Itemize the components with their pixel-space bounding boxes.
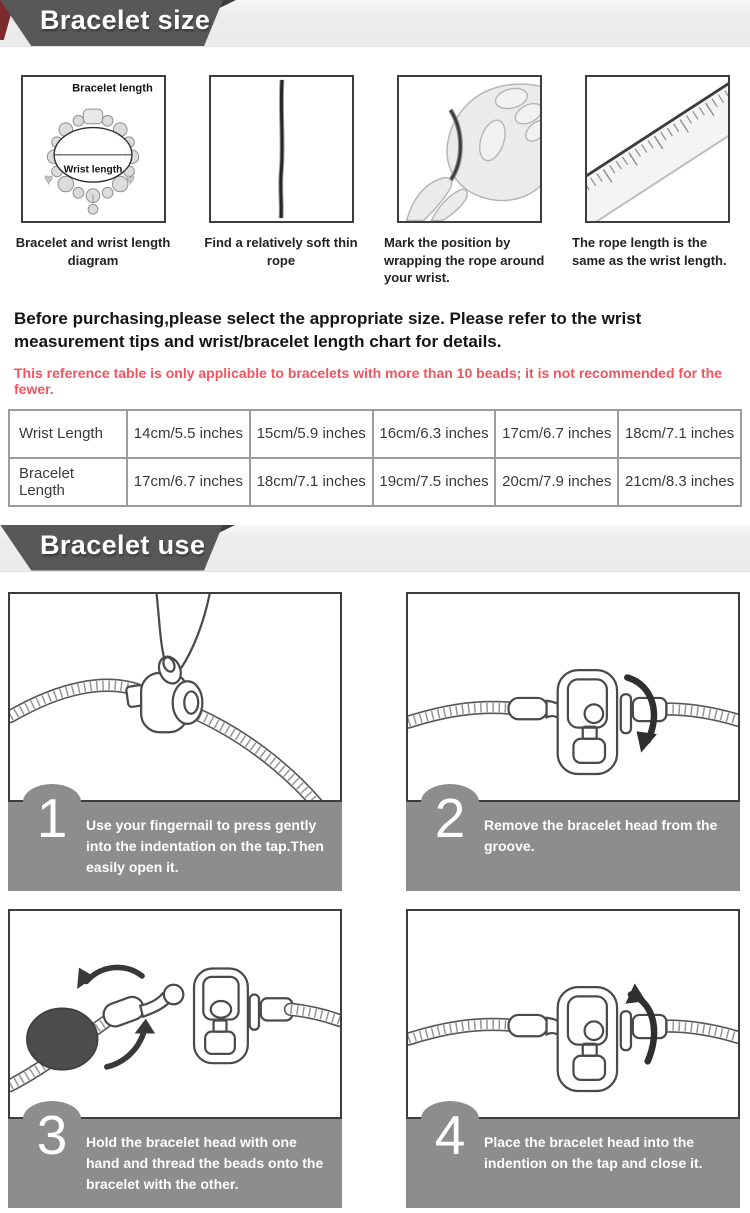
measure-step-wrap (382, 75, 556, 287)
use-step-2 (406, 592, 740, 891)
table-cell: 18cm/7.1 inches (618, 410, 741, 458)
reference-warning: This reference table is only applicable to bracelets with more than 10 beads; it is not recommended for the fewer. (14, 364, 722, 397)
bracelet-diagram-image (21, 75, 166, 223)
table-cell: 14cm/5.5 inches (127, 410, 250, 458)
use-step-2-caption (406, 786, 740, 891)
step-text: Hold the bracelet head with one hand and thread the beads onto the bracelet with the other. (86, 1133, 324, 1192)
use-step-3 (8, 909, 342, 1208)
use-step-4-image (406, 909, 740, 1119)
use-instructions-grid (0, 592, 750, 1208)
thread-beads-illustration (10, 911, 340, 1117)
wrist-measure-illustration (399, 77, 540, 221)
close-clasp-illustration (408, 911, 738, 1117)
step-text: Remove the bracelet head from the groove. (484, 816, 718, 854)
table-cell: 16cm/6.3 inches (373, 410, 496, 458)
table-row-bracelet (9, 458, 741, 506)
rope-image (209, 75, 354, 223)
row-header: Wrist Length (9, 410, 127, 458)
step-number: 4 (434, 1103, 466, 1166)
measure-step-rope (194, 75, 368, 287)
wrist-wrap-image (397, 75, 542, 223)
step-number: 2 (434, 786, 466, 849)
bracelet-diagram-illustration (23, 77, 164, 221)
table-cell: 21cm/8.3 inches (618, 458, 741, 506)
table-cell: 20cm/7.9 inches (495, 458, 618, 506)
svg-text:♥: ♥ (43, 172, 53, 189)
ruler-illustration (587, 77, 728, 221)
use-step-1 (8, 592, 342, 891)
use-step-3-caption (8, 1103, 342, 1208)
purchase-note: Before purchasing,please select the appropriate size. Please refer to the wrist measurement tips and wrist/bracelet length chart for details. (14, 308, 642, 352)
table-cell: 17cm/6.7 inches (495, 410, 618, 458)
table-cell: 15cm/5.9 inches (250, 410, 373, 458)
step-text: Use your fingernail to press gently into the indentation on the tap.Then easily open it. (86, 816, 324, 875)
table-cell: 18cm/7.1 inches (250, 458, 373, 506)
measure-step-diagram (6, 75, 180, 287)
ruler-image (585, 75, 730, 223)
use-step-3-image (8, 909, 342, 1119)
measuring-steps-row (0, 75, 750, 287)
wrist-length-label: Wrist length (63, 164, 122, 176)
step-text: Place the bracelet head into the indention on the tap and close it. (484, 1133, 703, 1171)
use-banner-band (0, 525, 750, 572)
step-caption: Find a relatively soft thin rope (204, 235, 358, 268)
use-banner-title: Bracelet use (40, 529, 206, 560)
use-banner-ribbon (0, 525, 238, 571)
size-banner-band (0, 0, 750, 47)
size-banner-title: Bracelet size (40, 5, 211, 35)
step-number: 3 (36, 1103, 68, 1166)
use-step-2-image (406, 592, 740, 802)
press-clasp-illustration (10, 594, 340, 800)
use-step-1-image (8, 592, 342, 802)
use-step-4-caption (406, 1103, 740, 1208)
bracelet-length-label: Bracelet length (71, 82, 153, 95)
use-step-4 (406, 909, 740, 1208)
measure-step-ruler (570, 75, 744, 287)
remove-head-illustration (408, 594, 738, 800)
step-caption: Mark the position by wrapping the rope around your wrist. (384, 235, 545, 286)
size-chart-table (8, 409, 742, 507)
size-banner-ribbon (0, 0, 238, 46)
table-row-wrist (9, 410, 741, 458)
use-step-1-caption (8, 786, 342, 891)
table-cell: 19cm/7.5 inches (373, 458, 496, 506)
table-cell: 17cm/6.7 inches (127, 458, 250, 506)
svg-text:♥: ♥ (125, 172, 135, 189)
rope-illustration (211, 77, 352, 221)
step-number: 1 (36, 786, 68, 849)
row-header: Bracelet Length (9, 458, 127, 506)
step-caption: The rope length is the same as the wrist length. (572, 235, 727, 268)
step-caption: Bracelet and wrist length diagram (15, 235, 171, 268)
